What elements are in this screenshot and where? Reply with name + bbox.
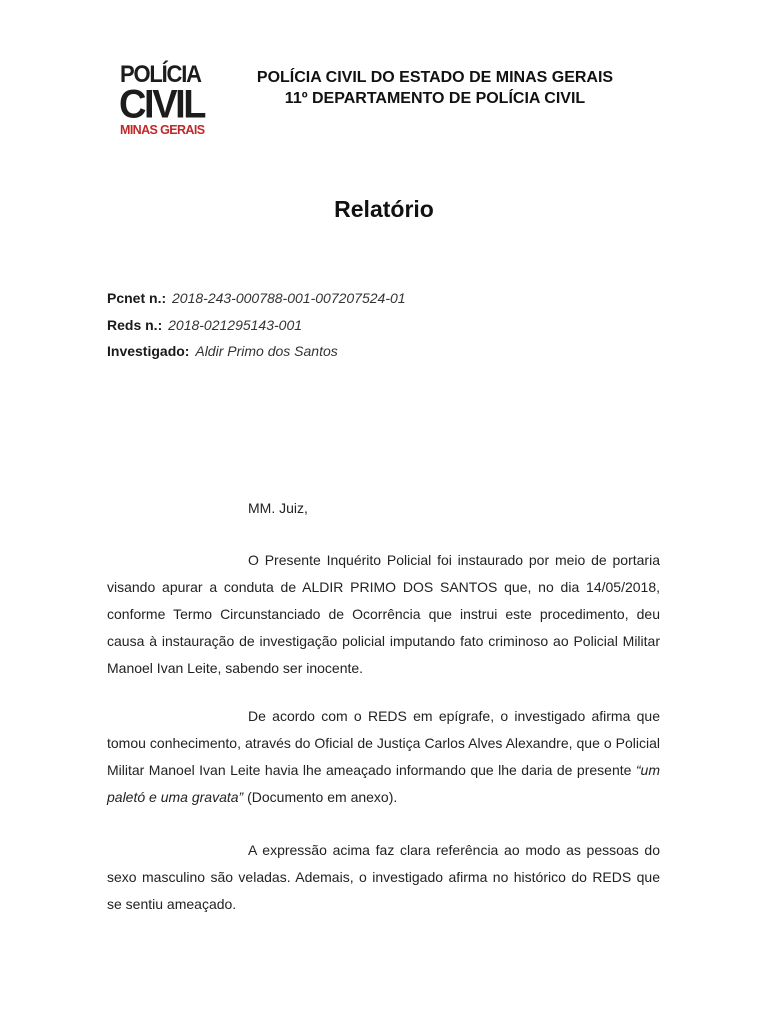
paragraph-3 xyxy=(107,837,660,918)
investigado-value: Aldir Primo dos Santos xyxy=(195,343,338,359)
header-institution: POLÍCIA CIVIL DO ESTADO DE MINAS GERAIS xyxy=(256,69,614,86)
investigado-row xyxy=(107,338,406,365)
logo-text-civil: CIVIL xyxy=(119,82,205,127)
pcnet-row xyxy=(107,285,406,312)
policia-civil-logo xyxy=(118,60,218,140)
pcnet-label: Pcnet n.: xyxy=(107,290,167,306)
logo-text-policia: POLÍCIA xyxy=(120,59,201,88)
reds-row xyxy=(107,312,406,339)
paragraph-2 xyxy=(107,703,660,811)
paragraph-2-text-before: De acordo com o REDS em epígrafe, o investigado afirma que tomou conhecimento, através do Oficial de Justiça Carlos Alves Alexandre, que o Policial Militar Manoel Ivan Leite havia lhe ameaçado informando que lhe daria de presente xyxy=(107,708,660,778)
reds-value: 2018-021295143-001 xyxy=(168,316,303,333)
investigado-label: Investigado: xyxy=(107,343,190,359)
paragraph-1 xyxy=(107,547,660,682)
paragraph-1-text: O Presente Inquérito Policial foi instaurado por meio de portaria visando apurar a conduta de ALDIR PRIMO DOS SANTOS que, no dia 14/05/2018, conforme Termo Circunstanciado de Ocorrência que instrui este procedimento, deu causa à instauração de investigação policial imputando fato criminoso ao Policial Militar Manoel Ivan Leite, sabendo ser inocente. xyxy=(107,552,660,676)
paragraph-2-text-after: (Documento em anexo). xyxy=(243,789,398,805)
paragraph-2-quote: “um paletó e uma gravata” xyxy=(107,762,660,805)
header-department: 11º DEPARTAMENTO DE POLÍCIA CIVIL xyxy=(284,90,586,107)
document-title: Relatório xyxy=(334,196,434,222)
reds-label: Reds n.: xyxy=(107,316,163,333)
logo-text-minas-gerais: MINAS GERAIS xyxy=(120,123,205,137)
document-header xyxy=(220,67,650,109)
paragraph-3-text: A expressão acima faz clara referência ao modo as pessoas do sexo masculino são veladas. Ademais, o investigado afirma no histórico do REDS que se sentiu ameaçado. xyxy=(107,842,660,912)
case-metadata xyxy=(107,285,406,365)
salutation: MM. Juiz, xyxy=(248,500,308,516)
pcnet-value: 2018-243-000788-001-007207524-01 xyxy=(172,290,406,306)
